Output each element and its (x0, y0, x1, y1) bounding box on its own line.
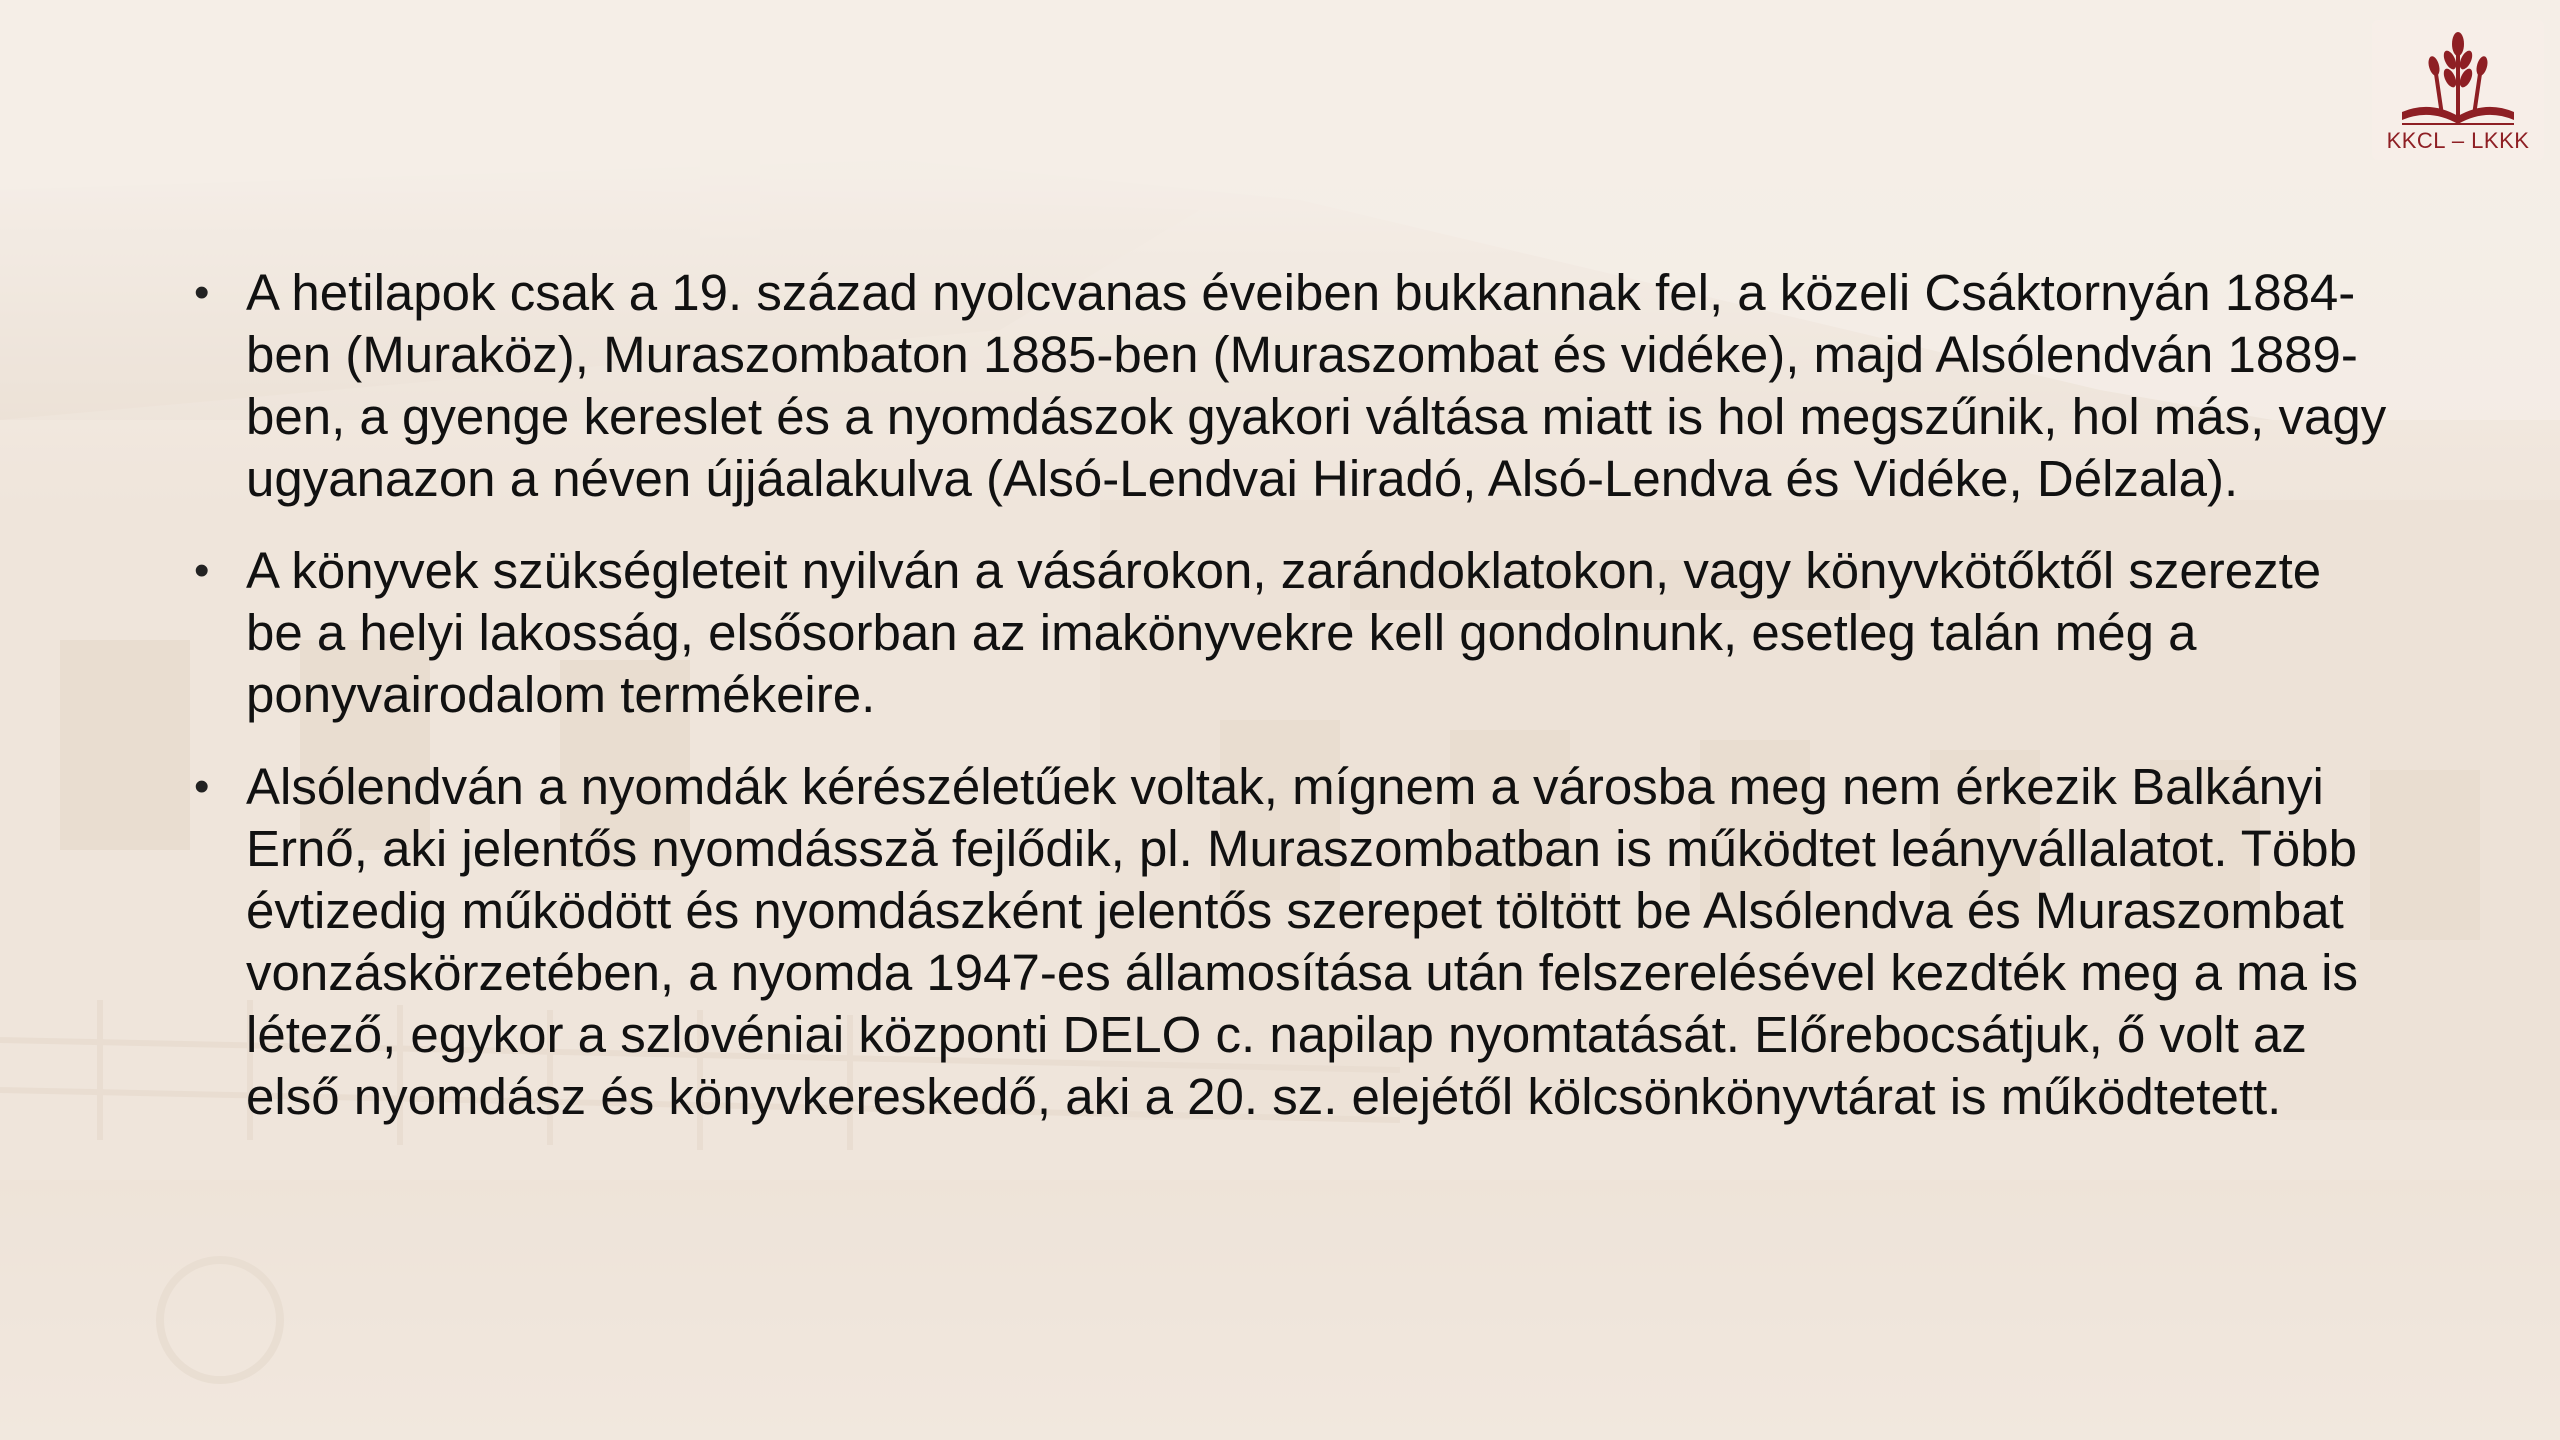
slide-content (190, 262, 2390, 1158)
bullet-marker: • (194, 546, 210, 595)
bullet-text: A könyvek szükségleteit nyilván a vásárokon, zarándoklatokon, vagy könyvkötőktől szerezte be a helyi lakosság, elsősorban az imakönyvekre kell gondolnunk, esetleg talán még a ponyvairodalom termékeire. (246, 542, 2322, 723)
bullet-item (190, 262, 2390, 510)
bullet-marker: • (194, 762, 210, 811)
bullet-item (190, 756, 2390, 1128)
bullet-item (190, 540, 2390, 726)
kkcl-lkkk-logo (2372, 20, 2544, 160)
bullet-list (190, 262, 2390, 1128)
bullet-text: Alsólendván a nyomdák kérészéletűek voltak, mígnem a városba meg nem érkezik Balkányi Ernő, aki jelentős nyomdássză fejlődik, pl. Muraszombatban is működtet leányvállalatot. Több évtizedig működött és nyomdászként jelentős szerepet töltött be Alsólendva és Muraszombat vonzáskörzetében, a nyomda 1947-es államosítása után felszerelésével kezdték meg a ma is létező, egykor a szlovéniai központi DELO c. napilap nyomtatását. Előrebocsátjuk, ő volt az első nyomdász és könyvkereskedő, aki a 20. sz. elejétől kölcsönkönyvtárat is működtetett. (246, 758, 2358, 1125)
bullet-text: A hetilapok csak a 19. század nyolcvanas éveiben bukkannak fel, a közeli Csáktornyán 1884-ben (Muraköz), Muraszombaton 1885-ben (Muraszombat és vidéke), majd Alsólendván 1889-ben, a gyenge kereslet és a nyomdászok gyakori váltása miatt is hol megszűnik, hol más, vagy ugyanazon a néven újjáalakulva (Alsó-Lendvai Hiradó, Alsó-Lendva és Vidéke, Délzala). (246, 264, 2387, 507)
logo-text: KKCL – LKKK (2386, 128, 2530, 153)
bullet-marker: • (194, 268, 210, 317)
